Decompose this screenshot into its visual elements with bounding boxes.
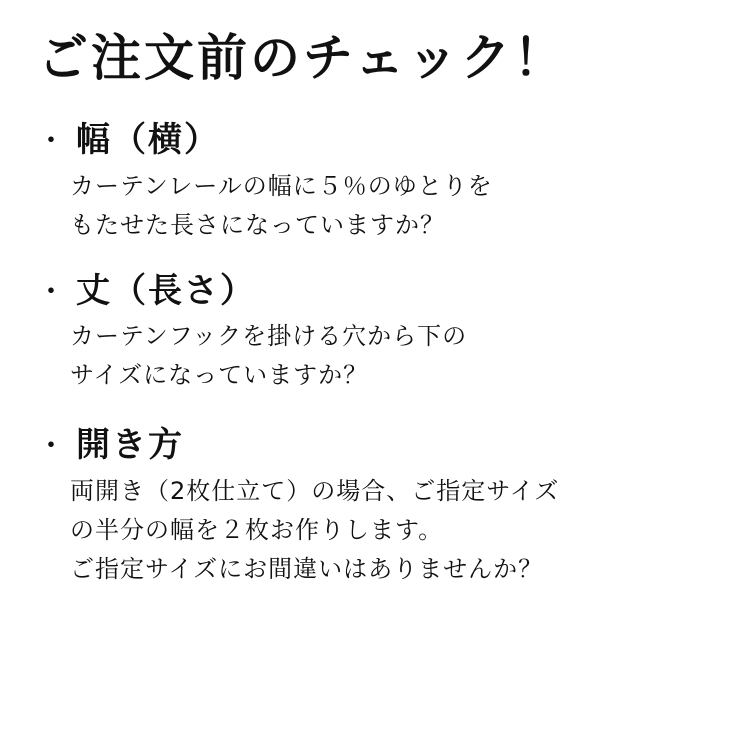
- section-length-heading-row: [34, 271, 702, 312]
- section-opening-heading-row: [34, 425, 702, 466]
- section-opening-line-1: 両開き（2枚仕立て）の場合、ご指定サイズ: [70, 476, 560, 505]
- section-length-title: 丈（長さ）: [76, 270, 256, 311]
- section-width-title: 幅（横）: [76, 120, 220, 160]
- section-length: [34, 271, 702, 396]
- section-width-line-2: もたせた長さになっていますか？: [70, 210, 445, 239]
- section-length-body: [70, 317, 702, 395]
- section-width: [34, 120, 702, 245]
- section-opening-body: [70, 472, 702, 589]
- section-opening: [34, 425, 702, 588]
- section-width-body: [70, 167, 702, 245]
- page-title: ご注文前のチェック！: [38, 29, 567, 87]
- section-opening-title: 開き方: [76, 425, 184, 466]
- section-length-line-1: カーテンフックを掛ける穴から下の: [70, 322, 468, 351]
- section-length-line-2: サイズになっていますか？: [70, 361, 369, 390]
- section-opening-line-3: ご指定サイズにお間違いはありませんか？: [70, 554, 544, 583]
- section-opening-line-2: の半分の幅を２枚お作りします。: [70, 515, 444, 544]
- bullet-icon: ・: [36, 429, 66, 465]
- section-width-heading-row: [34, 120, 702, 161]
- bullet-icon: ・: [36, 124, 66, 159]
- bullet-icon: ・: [36, 274, 66, 310]
- section-width-line-1: カーテンレールの幅に５％のゆとりを: [70, 171, 493, 200]
